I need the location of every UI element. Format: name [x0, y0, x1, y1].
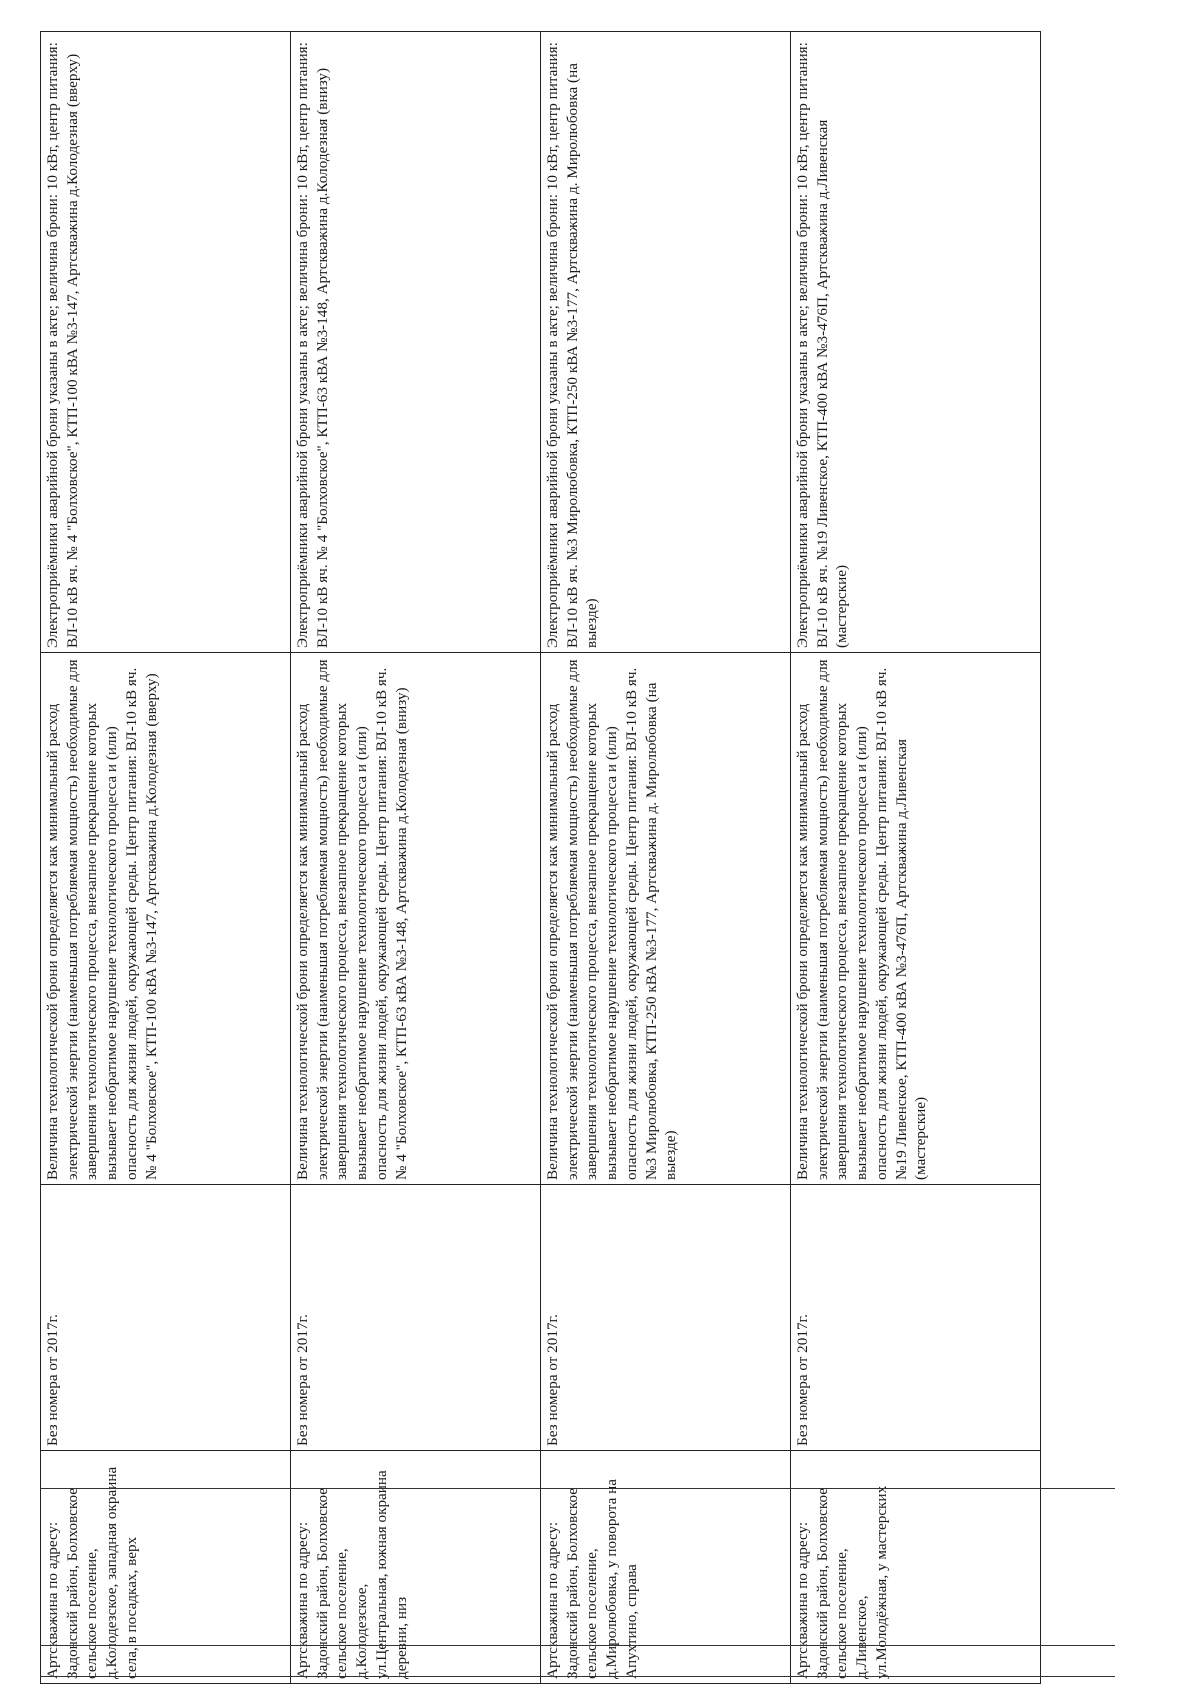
- technological-reserve-cell: Величина технологической брони определяется как минимальный расход электрической энергии (наименьшая потребляемая мощность) необходимые для завершения технологического процесса, внезапное прекращение которых вызывает необратимое нарушение технологического процесса и (или) опасность для жизни людей, окружающей среды. Центр питания: ВЛ-10 кВ яч. №19 Ливенское, КТП-400 кВА №3-476П, Артскважина д.Ливенская (мастерские): [791, 653, 1041, 1185]
- technological-reserve-cell: Величина технологической брони определяется как минимальный расход электрической энергии (наименьшая потребляемая мощность) необходимые для завершения технологического процесса, внезапное прекращение которых вызывает необратимое нарушение технологического процесса и (или) опасность для жизни людей, окружающей среды. Центр питания: ВЛ-10 кВ яч. № 4 "Болховское", КТП-63 кВА №3-148, Артскважина д.Колодезная (внизу): [291, 653, 541, 1185]
- document-cell: Без номера от 2017г.: [291, 1185, 541, 1451]
- emergency-reserve-cell: Электроприёмники аварийной брони указаны в акте; величина брони: 10 кВт, центр питания: ВЛ-10 кВ яч. № 4 "Болховское", КТП-100 кВА №3-147, Артскважина д.Колодезная (вверху): [41, 32, 291, 653]
- horizontal-rule: [40, 1488, 1115, 1489]
- address-cell: Артскважина по адресу: Задонский район, Болховское сельское поселение, д.Колодезское, западная окраина села, в посадках, верх: [41, 1451, 291, 1684]
- document-cell: Без номера от 2017г.: [541, 1185, 791, 1451]
- emergency-reserve-cell: Электроприёмники аварийной брони указаны в акте; величина брони: 10 кВт, центр питания: ВЛ-10 кВ яч. №3 Миролюбовка, КТП-250 кВА №3-177, Артскважина д. Миролюбовка (на выезде): [541, 32, 791, 653]
- technological-reserve-cell: Величина технологической брони определяется как минимальный расход электрической энергии (наименьшая потребляемая мощность) необходимые для завершения технологического процесса, внезапное прекращение которых вызывает необратимое нарушение технологического процесса и (или) опасность для жизни людей, окружающей среды. Центр питания: ВЛ-10 кВ яч. № 4 "Болховское", КТП-100 кВА №3-147, Артскважина д.Колодезная (вверху): [41, 653, 291, 1185]
- address-cell: Артскважина по адресу: Задонский район, Болховское сельское поселение, д.Колодезское, ул.Центральная, южная окраина деревни, низ: [291, 1451, 541, 1684]
- table-row: [791, 32, 1041, 1684]
- rotated-page-content: [40, 32, 1040, 1684]
- address-cell: Артскважина по адресу: Задонский район, Болховское сельское поселение, д.Ливенское, ул.Молодёжная, у мастерских: [791, 1451, 1041, 1684]
- table-row: [541, 32, 791, 1684]
- document-cell: Без номера от 2017г.: [791, 1185, 1041, 1451]
- address-cell: Артскважина по адресу: Задонский район, Болховское сельское поселение, д.Миролюбовка, у поворота на Апухтино, справа: [541, 1451, 791, 1684]
- technological-reserve-cell: Величина технологической брони определяется как минимальный расход электрической энергии (наименьшая потребляемая мощность) необходимые для завершения технологического процесса, внезапное прекращение которых вызывает необратимое нарушение технологического процесса и (или) опасность для жизни людей, окружающей среды. Центр питания: ВЛ-10 кВ яч. №3 Миролюбовка, КТП-250 кВА №3-177, Артскважина д. Миролюбовка (на выезде): [541, 653, 791, 1185]
- table-row: [291, 32, 541, 1684]
- document-cell: Без номера от 2017г.: [41, 1185, 291, 1451]
- horizontal-rule: [40, 1645, 1115, 1646]
- emergency-reserve-cell: Электроприёмники аварийной брони указаны в акте; величина брони: 10 кВт, центр питания: ВЛ-10 кВ яч. №19 Ливенское, КТП-400 кВА №3-476П, Артскважина д.Ливенская (мастерские): [791, 32, 1041, 653]
- reservation-table: [40, 31, 1041, 1684]
- table-row: [41, 32, 291, 1684]
- emergency-reserve-cell: Электроприёмники аварийной брони указаны в акте; величина брони: 10 кВт, центр питания: ВЛ-10 кВ яч. № 4 "Болховское", КТП-63 кВА №3-148, Артскважина д.Колодезная (внизу): [291, 32, 541, 653]
- horizontal-rule: [40, 1676, 1115, 1677]
